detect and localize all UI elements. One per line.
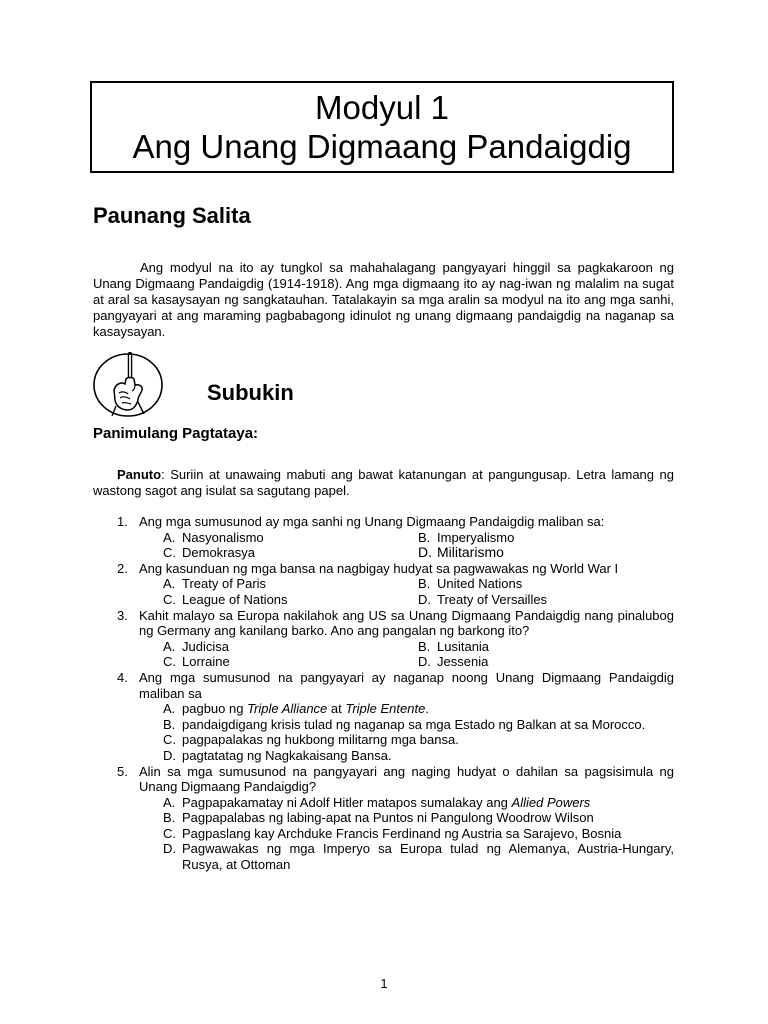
option-c: C. Pagpaslang kay Archduke Francis Ferdinand ng Austria sa Sarajevo, Bosnia xyxy=(163,825,622,841)
option-d: D. Militarismo xyxy=(418,544,504,561)
option-list xyxy=(139,639,674,670)
question-number: 1. xyxy=(117,514,128,529)
foreword-body: Ang modyul na ito ay tungkol sa mahahalagang pangyayari hinggil sa pagkakaroon ng Unang Digmaang Pandaigdig (1914-1918). Ang mga digmaang ito ay nag-iwan ng malalim na sugat at aral sa kasaysayan ng sangkatauhan. Tatalakayin sa mga aralin sa modyul na ito ang mga sanhi, pangyayari at ang maraming pagbabagong idinulot ng unang digmaang pandaigdig na naganap sa kasaysayan. xyxy=(93,260,674,339)
question-item xyxy=(93,608,674,670)
option-a: A. Nasyonalismo xyxy=(163,529,264,545)
option-a: A. Treaty of Paris xyxy=(163,576,267,592)
question-item xyxy=(93,763,689,873)
option-c: C. pagpapalakas ng hukbong militarng mga bansa. xyxy=(163,732,459,748)
option-list xyxy=(139,576,674,607)
hand-writing-pencil-icon xyxy=(92,352,164,418)
option-b: B. Imperyalismo xyxy=(418,529,515,545)
option-a: A. pagbuo ng Triple Alliance at Triple Entente. xyxy=(163,701,429,717)
module-title-box xyxy=(90,81,674,173)
option-d: D. Pagwawakas ng mga Imperyo sa Europa tulad ng Alemanya, Austria-Hungary, Rusya, at Ottoman xyxy=(163,841,689,873)
option-c: C. Demokrasya xyxy=(163,545,255,561)
option-list xyxy=(139,530,674,561)
option-a: A. Judicisa xyxy=(163,638,229,654)
foreword-heading: Paunang Salita xyxy=(93,203,251,228)
option-d: D. Treaty of Versailles xyxy=(418,591,548,607)
instructions xyxy=(93,467,674,499)
option-list xyxy=(139,794,689,873)
option-b: B. pandaigdigang krisis tulad ng naganap sa mga Estado ng Balkan at sa Morocco. xyxy=(163,716,646,732)
question-number: 5. xyxy=(117,763,128,779)
question-text: Ang kasunduan ng mga bansa na nagbigay hudyat sa pagwawakas ng World War I xyxy=(139,560,619,576)
option-b: B. United Nations xyxy=(418,576,523,592)
option-b: B. Lusitania xyxy=(418,638,490,654)
question-text: Ang mga sumusunod ay mga sanhi ng Unang Digmaang Pandaigdig maliban sa: xyxy=(139,514,605,529)
question-text: Ang mga sumusunod na pangyayari ay naganap noong Unang Digmaang Pandaigdig maliban sa xyxy=(139,669,674,701)
question-number: 3. xyxy=(117,607,128,623)
question-text: Kahit malayo sa Europa nakilahok ang US sa Unang Digmaang Pandaigdig nang pinalubog ng Germany ang kanilang barko. Ano ang pangalan ng barkong ito? xyxy=(139,607,674,639)
page-number: 1 xyxy=(380,976,388,991)
option-c: C. Lorraine xyxy=(163,654,230,670)
question-item xyxy=(93,670,674,764)
module-title: Ang Unang Digmaang Pandaigdig xyxy=(132,128,632,165)
option-d: D. pagtatatag ng Nagkakaisang Bansa. xyxy=(163,747,392,763)
instructions-label: Panuto xyxy=(117,467,162,482)
instructions-text: : Suriin at unawaing mabuti ang bawat katanungan at pangungusap. Letra lamang ng wastong sagot ang isulat sa sagutang papel. xyxy=(93,467,674,498)
option-b: B. Pagpapalabas ng labing-apat na Puntos ni Pangulong Woodrow Wilson xyxy=(163,810,594,826)
question-number: 2. xyxy=(117,560,128,576)
section-subheading: Panimulang Pagtataya: xyxy=(93,425,259,442)
option-a: A. Pagpapakamatay ni Adolf Hitler matapos sumalakay ang Allied Powers xyxy=(163,794,591,810)
question-item xyxy=(93,561,674,608)
option-c: C. League of Nations xyxy=(163,591,288,607)
question-list xyxy=(93,514,689,873)
question-number: 4. xyxy=(117,669,128,685)
option-list xyxy=(139,701,674,763)
section-heading: Subukin xyxy=(207,380,294,405)
option-d: D. Jessenia xyxy=(418,654,489,670)
question-text: Alin sa mga sumusunod na pangyayari ang naging hudyat o dahilan sa pagsisimula ng Unang Digmaang Pandaigdig? xyxy=(139,763,674,795)
question-item xyxy=(93,514,674,561)
module-number: Modyul 1 xyxy=(315,89,449,126)
